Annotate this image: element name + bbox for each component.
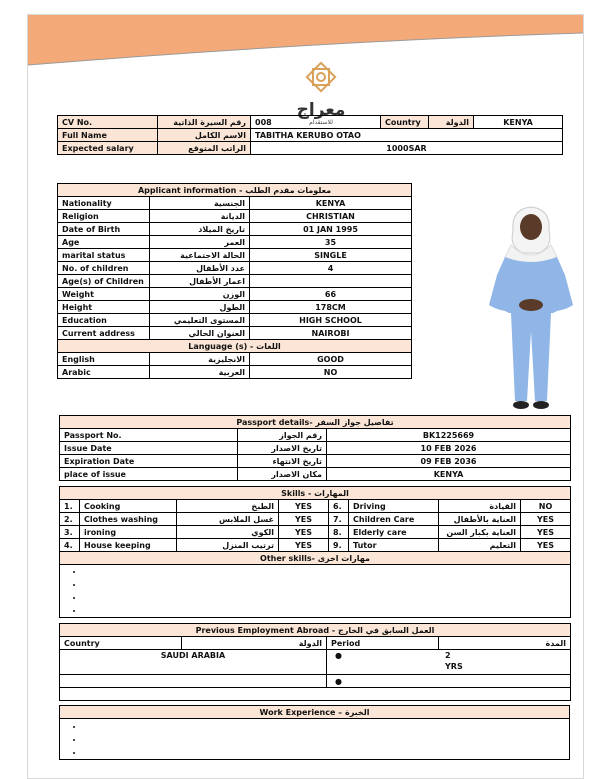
- table-row: [58, 236, 412, 249]
- skill-label: Children Care: [349, 513, 439, 526]
- field-label: No. of children: [58, 262, 150, 275]
- table-row: [60, 468, 571, 481]
- passport-label: Passport No.: [60, 429, 238, 442]
- skill-label-ar: القيادة: [439, 500, 521, 513]
- table-row: [58, 275, 412, 288]
- employment-country-label-ar: الدولة: [182, 637, 327, 650]
- passport-label-ar: رقم الجواز: [238, 429, 327, 442]
- language-value: GOOD: [250, 353, 412, 366]
- field-label-ar: تاريخ الميلاد: [150, 223, 250, 236]
- employment-blank-cell: [60, 675, 327, 688]
- field-value: KENYA: [250, 197, 412, 210]
- skill-number: 3.: [60, 526, 80, 539]
- skill-value: NO: [521, 500, 571, 513]
- table-row: [58, 288, 412, 301]
- table-row: [60, 429, 571, 442]
- list-item: [84, 578, 566, 591]
- skill-label: Clothes washing: [80, 513, 177, 526]
- passport-value: KENYA: [327, 468, 571, 481]
- field-label-ar: الحالة الاجتماعية: [150, 249, 250, 262]
- skill-value: YES: [279, 500, 329, 513]
- field-label: Nationality: [58, 197, 150, 210]
- field-value: 4: [250, 262, 412, 275]
- table-row: [58, 210, 412, 223]
- table-row: [58, 314, 412, 327]
- skills-title: Skills - المهارات: [60, 487, 571, 500]
- employment-period-value: 2: [445, 651, 451, 660]
- skill-label-ar: العناية بكبار السن: [439, 526, 521, 539]
- field-value: 66: [250, 288, 412, 301]
- table-row: [58, 353, 412, 366]
- employment-table: [59, 623, 571, 701]
- employment-bullet-cell: ●: [327, 675, 571, 688]
- applicant-photo: [481, 201, 581, 413]
- language-value: NO: [250, 366, 412, 379]
- skill-value: YES: [521, 526, 571, 539]
- employment-country-label: Country: [60, 637, 182, 650]
- skill-number: 8.: [329, 526, 349, 539]
- table-row: [58, 301, 412, 314]
- country-label: Country: [381, 116, 429, 129]
- field-label-ar: الديانة: [150, 210, 250, 223]
- field-label-ar: اعمار الأطفال: [150, 275, 250, 288]
- skills-table: [59, 486, 571, 618]
- skill-number: 6.: [329, 500, 349, 513]
- skill-label-ar: غسل الملابس: [177, 513, 279, 526]
- passport-label: Issue Date: [60, 442, 238, 455]
- field-label: Weight: [58, 288, 150, 301]
- employment-period-label-ar: المدة: [439, 637, 571, 650]
- expected-salary-label: Expected salary: [58, 142, 158, 155]
- logo-arabic-text: معراج: [296, 100, 346, 120]
- field-label: Age: [58, 236, 150, 249]
- passport-label: place of issue: [60, 468, 238, 481]
- skill-label-ar: الكوي: [177, 526, 279, 539]
- field-label: Religion: [58, 210, 150, 223]
- field-label-ar: الجنسية: [150, 197, 250, 210]
- applicant-title: Applicant information - معلومات مقدم الطلب: [58, 184, 412, 197]
- cv-no-label-ar: رقم السيرة الذاتية: [158, 116, 251, 129]
- field-value: 35: [250, 236, 412, 249]
- cv-page: [27, 14, 584, 779]
- country-value: KENYA: [474, 116, 563, 129]
- other-skills-list: [60, 565, 571, 618]
- language-label-ar: العربية: [150, 366, 250, 379]
- skill-label-ar: ترتيب المنزل: [177, 539, 279, 552]
- skill-number: 9.: [329, 539, 349, 552]
- full-name-value: TABITHA KERUBO OTAO: [251, 129, 563, 142]
- skill-label: Driving: [349, 500, 439, 513]
- full-name-label: Full Name: [58, 129, 158, 142]
- passport-label-ar: مكان الاصدار: [238, 468, 327, 481]
- language-title: Language (s) - اللغات: [58, 340, 412, 353]
- employment-period-unit: YRS: [445, 662, 463, 671]
- table-row: [58, 262, 412, 275]
- passport-label-ar: تاريخ الاصدار: [238, 442, 327, 455]
- field-label-ar: العنوان الحالي: [150, 327, 250, 340]
- passport-title: Passport details- تفاصيل جواز السفر: [60, 416, 571, 429]
- field-value: NAIROBI: [250, 327, 412, 340]
- logo-emblem-icon: [301, 61, 341, 97]
- field-label: marital status: [58, 249, 150, 262]
- field-value: CHRISTIAN: [250, 210, 412, 223]
- field-label: Height: [58, 301, 150, 314]
- employment-period-cell: ● 2 YRS: [327, 650, 571, 675]
- skill-label-ar: التعليم: [439, 539, 521, 552]
- applicant-table: [57, 183, 412, 379]
- employment-blank-row: [60, 688, 571, 701]
- skill-label-ar: العناية بالأطفال: [439, 513, 521, 526]
- other-skills-title: Other skills- مهارات اخرى: [60, 552, 571, 565]
- skill-value: YES: [279, 526, 329, 539]
- field-label-ar: العمر: [150, 236, 250, 249]
- list-item: [84, 591, 566, 604]
- skill-number: 1.: [60, 500, 80, 513]
- skill-number: 7.: [329, 513, 349, 526]
- field-label: Age(s) of Children: [58, 275, 150, 288]
- skill-value: YES: [521, 513, 571, 526]
- list-item: [84, 720, 565, 733]
- list-item: [84, 565, 566, 578]
- passport-value: BK1225669: [327, 429, 571, 442]
- field-label-ar: المستوى التعليمي: [150, 314, 250, 327]
- table-row: [60, 513, 571, 526]
- table-row: [60, 455, 571, 468]
- skill-label: ironing: [80, 526, 177, 539]
- skill-label: Elderly care: [349, 526, 439, 539]
- work-experience-table: [59, 705, 570, 760]
- skill-label: Tutor: [349, 539, 439, 552]
- country-label-ar: الدولة: [429, 116, 474, 129]
- logo-subtitle: للاستقدام: [309, 119, 333, 126]
- passport-label: Expiration Date: [60, 455, 238, 468]
- cv-no-value: 008: [251, 116, 381, 129]
- employment-title: Previous Employment Abroad - العمل السابق في الخارج: [60, 624, 571, 637]
- language-label: Arabic: [58, 366, 150, 379]
- expected-salary-value: 1000SAR: [251, 142, 563, 155]
- skill-value: YES: [521, 539, 571, 552]
- list-item: [84, 604, 566, 617]
- table-row: [58, 223, 412, 236]
- field-value: HIGH SCHOOL: [250, 314, 412, 327]
- field-value: SINGLE: [250, 249, 412, 262]
- field-value: 178CM: [250, 301, 412, 314]
- passport-value: 10 FEB 2026: [327, 442, 571, 455]
- list-item: [84, 733, 565, 746]
- expected-salary-label-ar: الراتب المتوقع: [158, 142, 251, 155]
- field-value: 01 JAN 1995: [250, 223, 412, 236]
- table-row: [58, 197, 412, 210]
- field-value: [250, 275, 412, 288]
- table-row: [58, 327, 412, 340]
- skill-label: Cooking: [80, 500, 177, 513]
- field-label: Current address: [58, 327, 150, 340]
- skill-number: 2.: [60, 513, 80, 526]
- skill-number: 4.: [60, 539, 80, 552]
- employment-period-label: Period: [327, 637, 439, 650]
- passport-value: 09 FEB 2036: [327, 455, 571, 468]
- passport-table: [59, 415, 571, 481]
- cv-no-label: CV No.: [58, 116, 158, 129]
- work-experience-list: [60, 719, 570, 760]
- field-label-ar: عدد الأطفال: [150, 262, 250, 275]
- header-table: [57, 115, 563, 155]
- skill-value: YES: [279, 539, 329, 552]
- field-label: Date of Birth: [58, 223, 150, 236]
- passport-label-ar: تاريخ الانتهاء: [238, 455, 327, 468]
- language-label: English: [58, 353, 150, 366]
- field-label-ar: الوزن: [150, 288, 250, 301]
- full-name-label-ar: الاسم الكامل: [158, 129, 251, 142]
- table-row: [60, 526, 571, 539]
- skill-label: House keeping: [80, 539, 177, 552]
- skill-value: YES: [279, 513, 329, 526]
- table-row: [58, 249, 412, 262]
- language-label-ar: الانجليزية: [150, 353, 250, 366]
- employment-country-value: SAUDI ARABIA: [60, 650, 327, 675]
- table-row: [60, 500, 571, 513]
- table-row: [58, 366, 412, 379]
- list-item: [84, 746, 565, 759]
- field-label-ar: الطول: [150, 301, 250, 314]
- table-row: [60, 539, 571, 552]
- table-row: [60, 442, 571, 455]
- skill-label-ar: الطبخ: [177, 500, 279, 513]
- field-label: Education: [58, 314, 150, 327]
- work-experience-title: Work Experience – الخبرة: [60, 706, 570, 719]
